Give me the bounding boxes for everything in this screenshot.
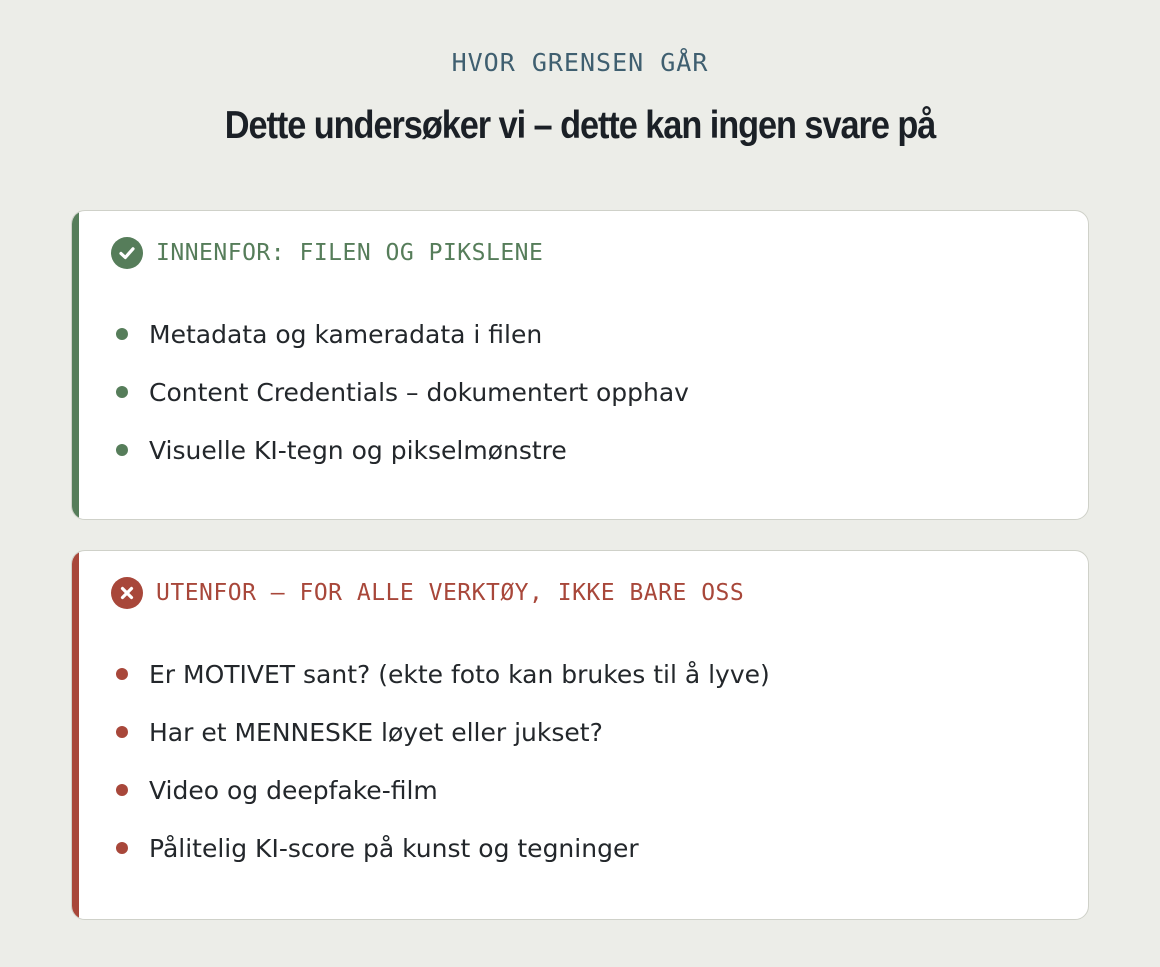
eyebrow-label: HVOR GRENSEN GÅR: [451, 48, 709, 77]
outside-card-header: [111, 577, 744, 609]
list-item-text: Metadata og kameradata i filen: [149, 319, 543, 349]
bullet-dot: [116, 726, 128, 738]
inside-scope-card: [71, 210, 1089, 520]
list-item-text: Er MOTIVET sant? (ekte foto kan brukes til å lyve): [149, 659, 770, 689]
x-circle-icon: [111, 577, 143, 609]
list-item-text: Content Credentials – dokumentert opphav: [149, 377, 689, 407]
check-circle-icon: [111, 237, 143, 269]
list-item: [116, 761, 770, 819]
list-item-text: Video og deepfake-film: [149, 775, 438, 805]
list-item-text: Visuelle KI-tegn og pikselmønstre: [149, 435, 567, 465]
outside-scope-card: [71, 550, 1089, 920]
bullet-dot: [116, 784, 128, 796]
list-item: [116, 703, 770, 761]
bullet-dot: [116, 668, 128, 680]
inside-list: [116, 305, 689, 479]
inside-card-header: [111, 237, 543, 269]
inside-heading: INNENFOR: FILEN OG PIKSLENE: [156, 240, 544, 266]
list-item: [116, 645, 770, 703]
outside-list: [116, 645, 770, 877]
list-item: [116, 819, 770, 877]
list-item: [116, 363, 689, 421]
list-item-text: Har et MENNESKE løyet eller jukset?: [149, 717, 603, 747]
bullet-dot: [116, 386, 128, 398]
list-item: [116, 421, 689, 479]
page-title: Dette undersøker vi – dette kan ingen svare på: [224, 104, 936, 147]
outside-accent-bar: [72, 551, 79, 919]
list-item-text: Pålitelig KI-score på kunst og tegninger: [149, 833, 639, 863]
inside-accent-bar: [72, 211, 79, 519]
bullet-dot: [116, 842, 128, 854]
list-item: [116, 305, 689, 363]
bullet-dot: [116, 444, 128, 456]
bullet-dot: [116, 328, 128, 340]
outside-heading: UTENFOR – FOR ALLE VERKTØY, IKKE BARE OSS: [156, 580, 745, 606]
